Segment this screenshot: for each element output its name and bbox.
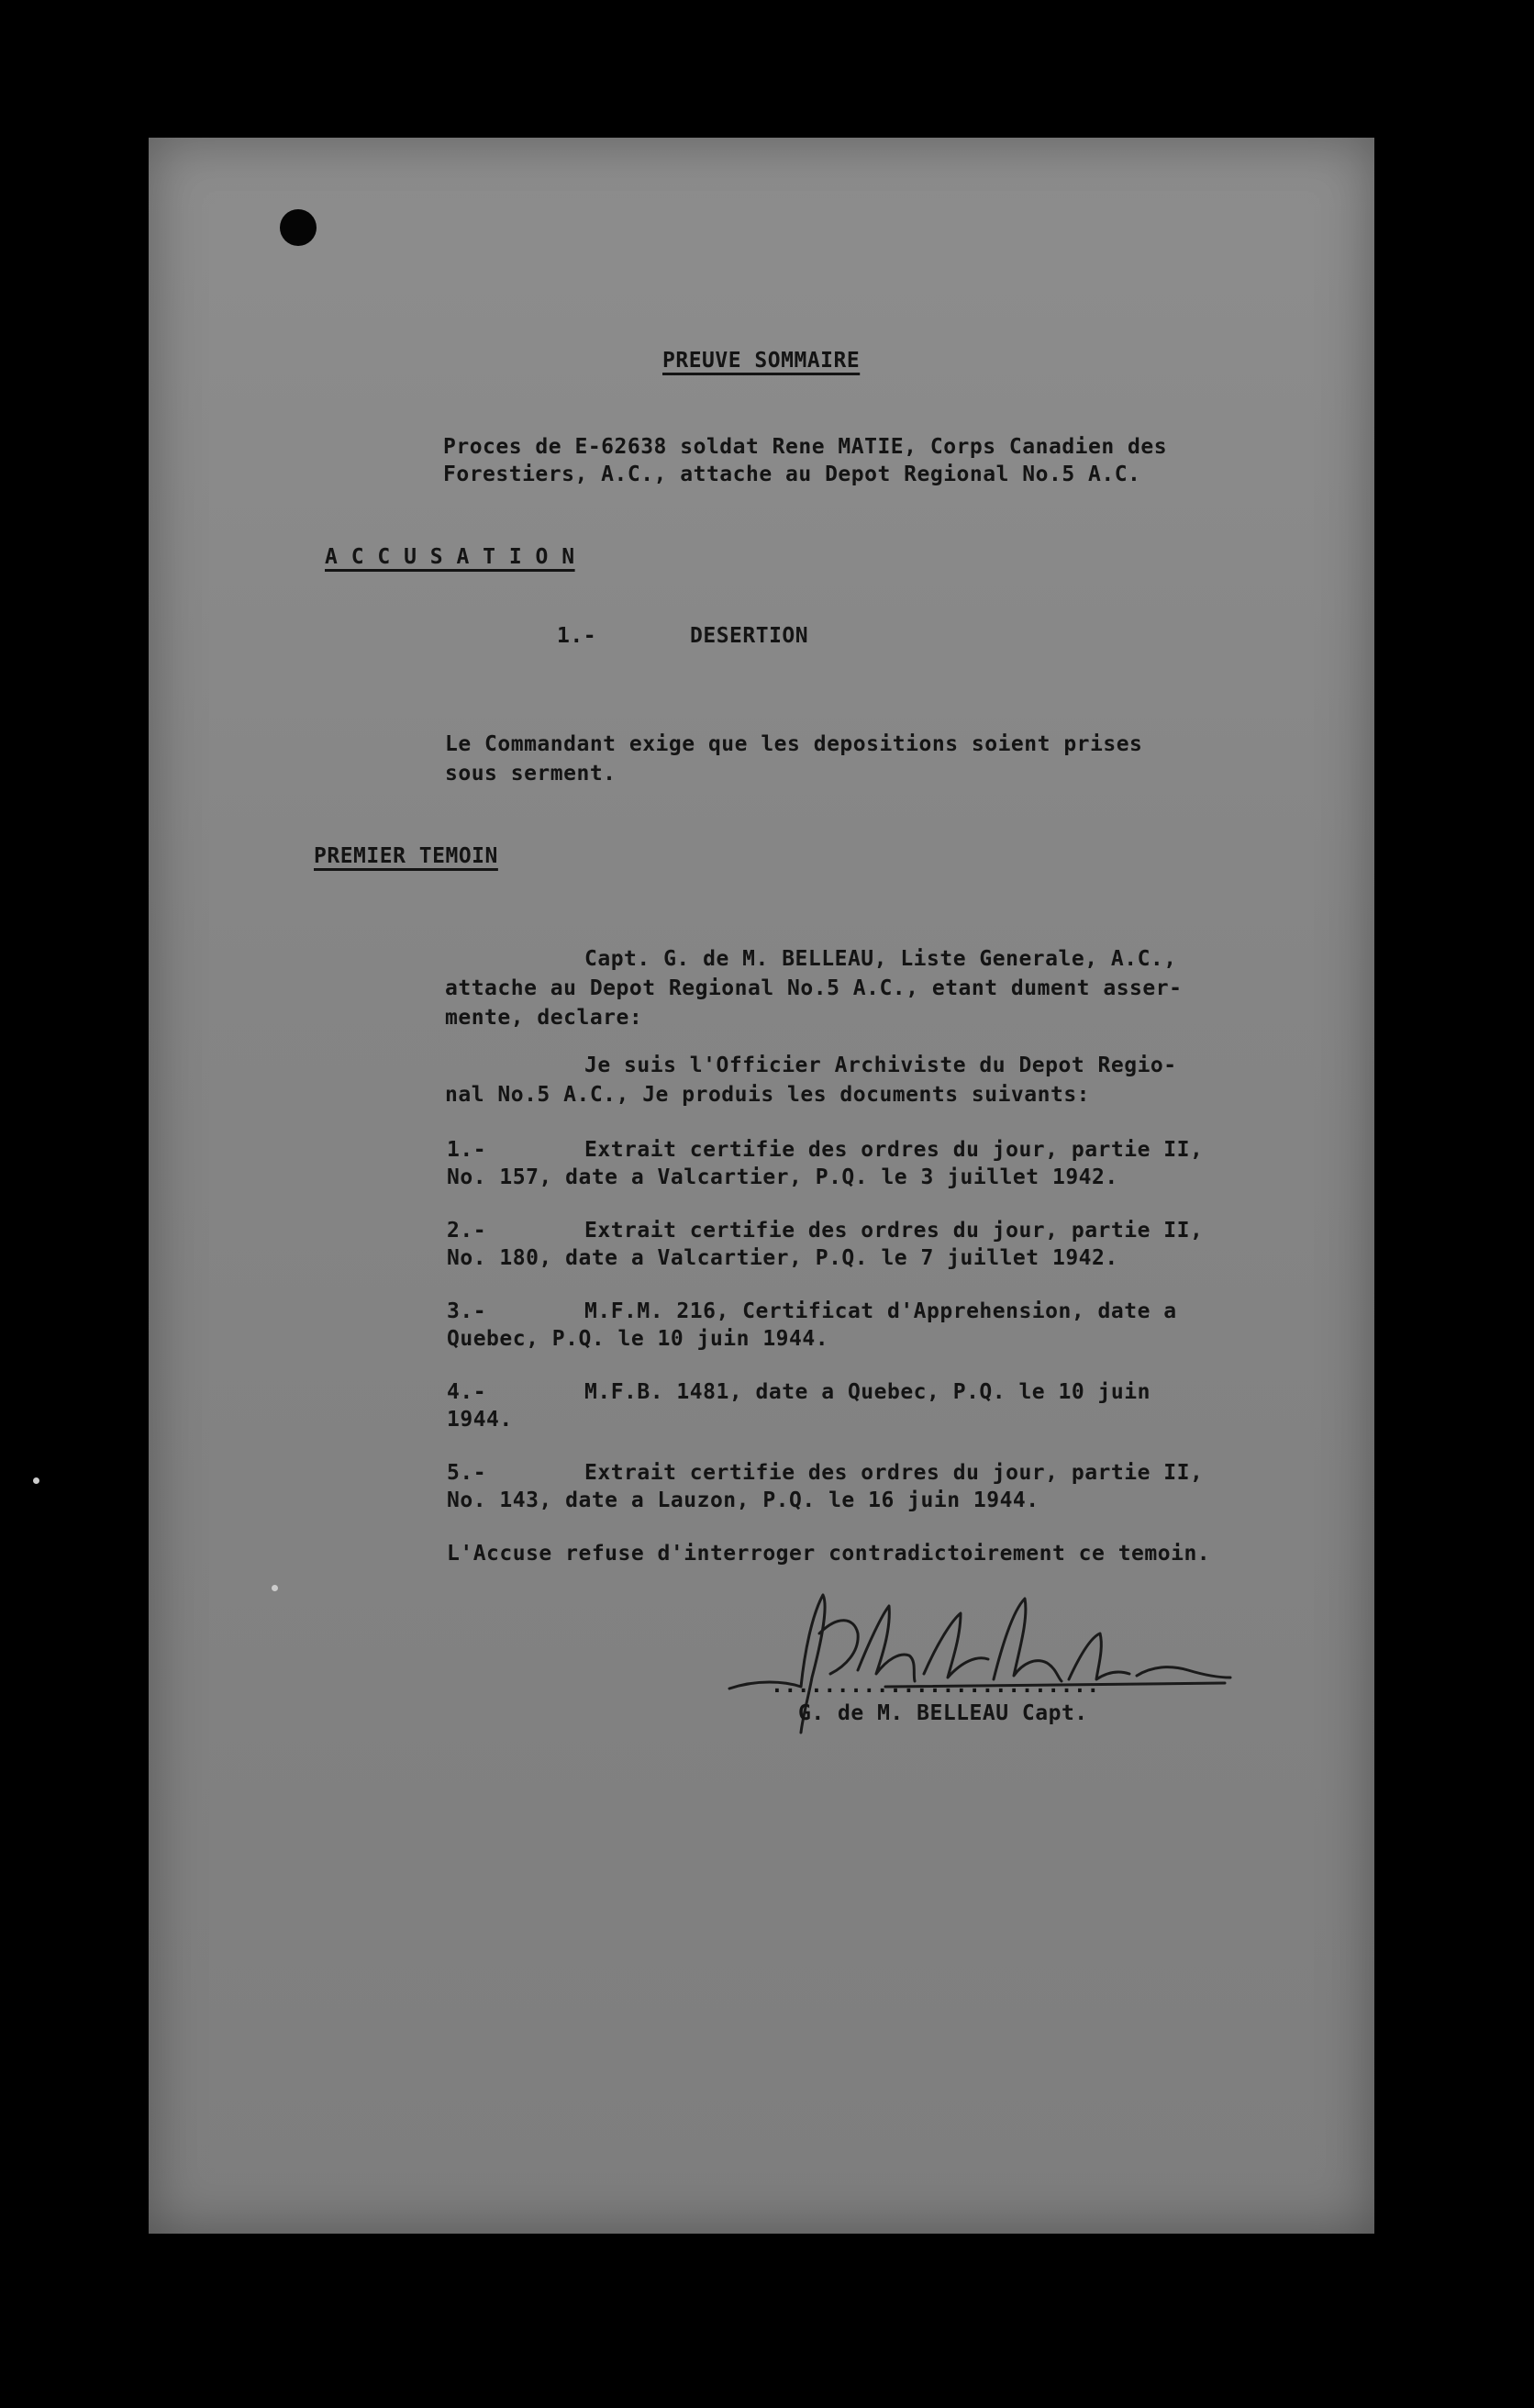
item-number: 1.- [447,1138,487,1162]
item-number: 4.- [447,1380,487,1404]
statement-line-1: Je suis l'Officier Archiviste du Depot Regio- [584,1054,1177,1077]
item-line-1: Extrait certifie des ordres du jour, partie II, [584,1219,1204,1243]
charge-text: DESERTION [690,624,809,648]
item-line-2: No. 143, date a Lauzon, P.Q. le 16 juin 1944. [447,1488,1039,1512]
witness-line-1: Capt. G. de M. BELLEAU, Liste Generale, A.C., [584,947,1177,971]
oath-line-1: Le Commandant exige que les depositions soient prises [445,732,1143,756]
item-line-1: Extrait certifie des ordres du jour, partie II, [584,1138,1204,1162]
oath-line-2: sous serment. [445,762,617,786]
item-line-2: Quebec, P.Q. le 10 juin 1944. [447,1327,829,1351]
witness-heading: PREMIER TEMOIN [314,844,498,868]
item-number: 2.- [447,1219,487,1243]
item-line-2: No. 157, date a Valcartier, P.Q. le 3 juillet 1942. [447,1165,1118,1189]
item-line-1: M.F.B. 1481, date a Quebec, P.Q. le 10 juin [584,1380,1150,1404]
signatory-name: G. de M. BELLEAU Capt. [798,1701,1088,1725]
item-line-1: M.F.M. 216, Certificat d'Apprehension, date a [584,1299,1177,1323]
document-title: PREUVE SOMMAIRE [662,349,861,373]
item-line-2: No. 180, date a Valcartier, P.Q. le 7 juillet 1942. [447,1246,1118,1270]
header-line-2: Forestiers, A.C., attache au Depot Regional No.5 A.C. [443,463,1141,486]
charge-number: 1.- [557,624,597,648]
item-line-1: Extrait certifie des ordres du jour, partie II, [584,1461,1204,1485]
signature-dots: ......................... [771,1674,1100,1698]
item-number: 3.- [447,1299,487,1323]
witness-line-3: mente, declare: [445,1006,643,1030]
refusal-statement: L'Accuse refuse d'interroger contradictoirement ce temoin. [447,1542,1211,1566]
punch-hole [280,209,317,246]
dust-speck [272,1585,278,1591]
section-accusation: A C C U S A T I O N [325,545,575,569]
header-line-1: Proces de E-62638 soldat Rene MATIE, Corps Canadien des [443,435,1168,459]
item-line-2: 1944. [447,1408,513,1432]
witness-line-2: attache au Depot Regional No.5 A.C., etant dument asser- [445,976,1183,1000]
statement-line-2: nal No.5 A.C., Je produis les documents suivants: [445,1083,1091,1107]
item-number: 5.- [447,1461,487,1485]
dust-speck [33,1477,39,1484]
